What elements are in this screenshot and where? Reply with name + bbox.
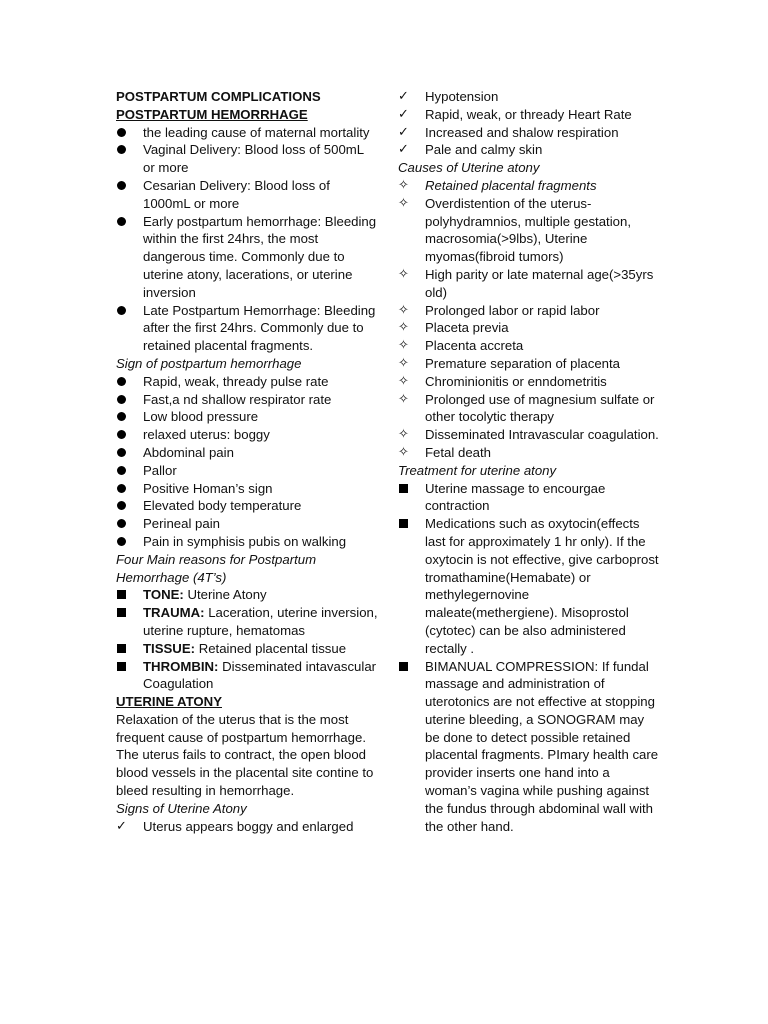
list-item: ✧ Prolonged labor or rapid labor	[398, 302, 600, 318]
list-item: Rapid, weak, thready pulse rate	[116, 373, 378, 391]
list-item: relaxed uterus: boggy	[116, 426, 378, 444]
checkmark-icon: ✓	[398, 106, 409, 122]
list-item: Elevated body temperature	[116, 497, 378, 515]
four-point-star-icon: ✧	[398, 302, 409, 318]
bullet-dot-icon	[116, 373, 136, 392]
list-item: Pallor	[116, 462, 378, 480]
list-item: ✧ Placeta previa	[398, 320, 509, 336]
list-item: ✧ Placenta accreta	[398, 338, 524, 354]
list-item: THROMBIN: Disseminated intavascular Coagulation	[116, 658, 378, 694]
checkmark-icon: ✓	[398, 124, 409, 140]
bullet-square-icon	[116, 604, 136, 623]
list-item: Pain in symphisis pubis on walking	[116, 533, 378, 551]
list-item: ✧ Retained placental fragments	[398, 177, 597, 193]
four-point-star-icon: ✧	[398, 338, 409, 354]
list-item: Fast,a nd shallow respirator rate	[116, 391, 378, 409]
list-item: Abdominal pain	[116, 444, 378, 462]
bullet-dot-icon	[116, 213, 136, 232]
four-point-star-icon: ✧	[398, 427, 409, 443]
checkmark-icon: ✓	[398, 89, 409, 104]
bullet-dot-icon	[116, 177, 136, 196]
right-column	[398, 88, 660, 835]
causes-heading: Causes of Uterine atony	[398, 160, 540, 176]
list-item: ✓ Uterus appears boggy and enlarged	[116, 818, 354, 834]
list-item: TISSUE: Retained placental tissue	[116, 640, 378, 658]
list-item: ✧ Premature separation of placenta	[398, 355, 620, 371]
list-item: ✧ Chrominionitis or enndometritis	[398, 373, 607, 389]
document-title: POSTPARTUM COMPLICATIONS	[116, 89, 321, 104]
atony-signs-heading: Signs of Uterine Atony	[116, 800, 247, 816]
list-item: Perineal pain	[116, 515, 378, 533]
list-item: Late Postpartum Hemorrhage: Bleeding after the first 24hrs. Commonly due to retained placental fragments.	[116, 302, 378, 355]
bullet-square-icon	[116, 640, 136, 659]
bullet-dot-icon	[116, 391, 136, 410]
list-item: ✓ Hypotension	[398, 89, 499, 104]
list-item: Cesarian Delivery: Blood loss of 1000mL or more	[116, 177, 378, 213]
bullet-dot-icon	[116, 480, 136, 499]
list-item: ✧ Prolonged use of magnesium sulfate or other tocolytic therapy	[398, 391, 655, 425]
list-item: Vaginal Delivery: Blood loss of 500mL or more	[116, 141, 378, 177]
list-item: Uterine massage to encourgae contraction	[398, 480, 660, 516]
list-item: Low blood pressure	[116, 408, 378, 426]
list-item: ✓ Pale and calmy skin	[398, 142, 543, 158]
checkmark-icon: ✓	[116, 818, 127, 834]
four-point-star-icon: ✧	[398, 373, 409, 389]
list-item: Medications such as oxytocin(effects last for approximately 1 hr only). If the oxytocin is not effective, give carboprost tromathamine(Hemabate) or methylegernovine maleate(methergiene). Misoprostol (cytotec) can be also administered rectally .	[398, 515, 660, 657]
list-item: ✧ Overdistention of the uterus- polyhydramnios, multiple gestation, macrosomia(>9lbs), Uterine myomas(fibroid tumors)	[398, 195, 631, 265]
reasons-heading: Four Main reasons for Postpartum Hemorrhage (4T’s)	[116, 551, 317, 585]
bullet-dot-icon	[116, 515, 136, 534]
bullet-dot-icon	[116, 462, 136, 481]
checkmark-icon: ✓	[398, 142, 409, 158]
treatment-heading: Treatment for uterine atony	[398, 462, 557, 478]
left-column	[116, 88, 378, 835]
bullet-dot-icon	[116, 408, 136, 427]
list-item: ✓ Rapid, weak, or thready Heart Rate	[398, 106, 632, 122]
four-point-star-icon: ✧	[398, 266, 409, 282]
list-item: Early postpartum hemorrhage: Bleeding within the first 24hrs, the most dangerous time. Commonly due to uterine atony, lacerations, or uterine inversion	[116, 213, 378, 302]
list-item: TONE: Uterine Atony	[116, 586, 378, 604]
list-item: Positive Homan’s sign	[116, 480, 378, 498]
four-point-star-icon: ✧	[398, 177, 409, 193]
section-heading-uterine-atony: UTERINE ATONY	[116, 694, 222, 710]
bullet-dot-icon	[116, 302, 136, 321]
signs-heading: Sign of postpartum hemorrhage	[116, 355, 302, 371]
bullet-dot-icon	[116, 444, 136, 463]
bullet-dot-icon	[116, 124, 136, 143]
list-item: BIMANUAL COMPRESSION: If fundal massage and administration of uterotonics are not effective at stopping uterine bleeding, a SONOGRAM may be done to detect possible retained placental fragments. PImary health care provider inserts one hand into a woman’s vagina while pushing against the fundus through abdominal wall with the other hand.	[398, 658, 660, 836]
bullet-square-icon	[116, 658, 136, 677]
list-item: ✧ High parity or late maternal age(>35yrs old)	[398, 266, 654, 300]
four-point-star-icon: ✧	[398, 320, 409, 336]
list-item: the leading cause of maternal mortality	[116, 124, 378, 142]
bullet-square-icon	[398, 515, 418, 534]
bullet-dot-icon	[116, 141, 136, 160]
bullet-dot-icon	[116, 497, 136, 516]
bullet-dot-icon	[116, 533, 136, 552]
list-item: ✧ Disseminated Intravascular coagulation.	[398, 427, 659, 443]
four-point-star-icon: ✧	[398, 391, 409, 407]
list-item: ✧ Fetal death	[398, 444, 491, 460]
four-point-star-icon: ✧	[398, 355, 409, 371]
list-item: ✓ Increased and shalow respiration	[398, 124, 619, 140]
four-point-star-icon: ✧	[398, 195, 409, 211]
paragraph: Relaxation of the uterus that is the most frequent cause of postpartum hemorrhage.	[116, 711, 366, 745]
bullet-square-icon	[398, 480, 418, 499]
bullet-square-icon	[116, 586, 136, 605]
section-heading-postpartum-hemorrhage: POSTPARTUM HEMORRHAGE	[116, 106, 308, 122]
bullet-dot-icon	[116, 426, 136, 445]
four-point-star-icon: ✧	[398, 444, 409, 460]
list-item: TRAUMA: Laceration, uterine inversion, uterine rupture, hematomas	[116, 604, 378, 640]
bullet-square-icon	[398, 658, 418, 677]
paragraph: The uterus fails to contract, the open blood blood vessels in the placental site contine to bleed resulting in hemorrhage.	[116, 747, 374, 799]
